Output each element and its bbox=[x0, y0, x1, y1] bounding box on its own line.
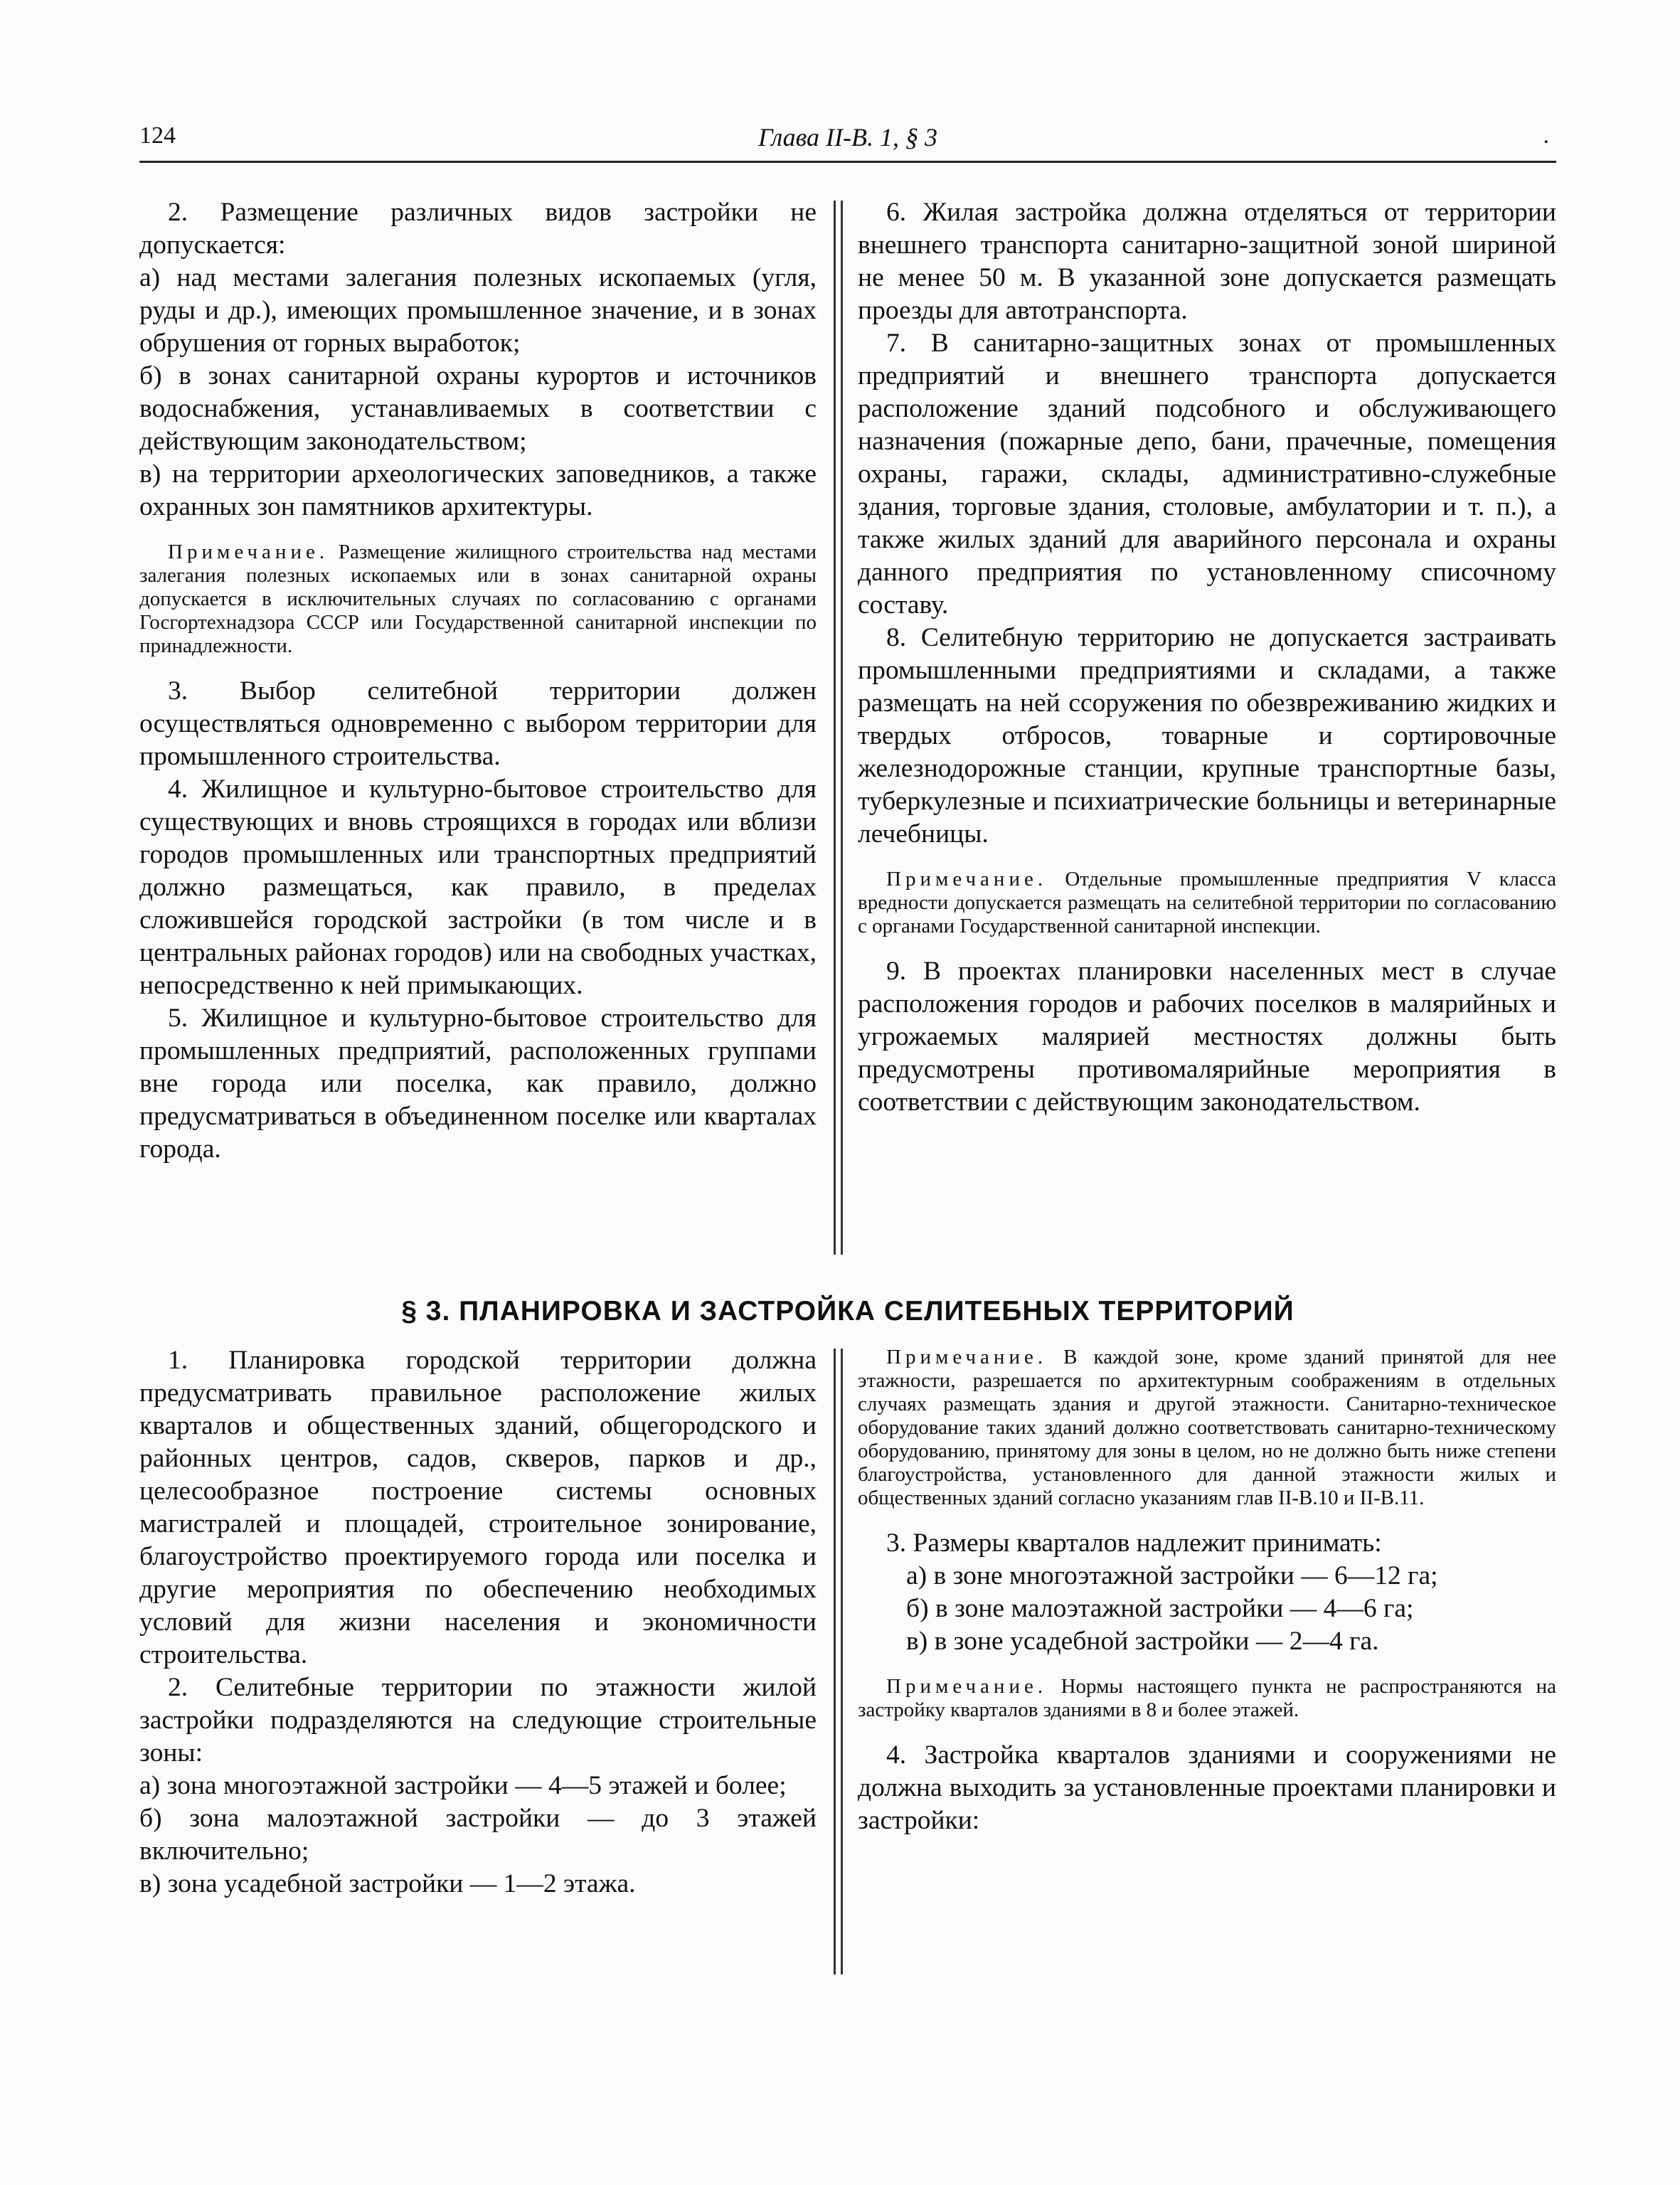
section-paragraph-2-intro: 2. Селитебные территории по этажности жилой застройки подразделяются на следующие строительные зоны: bbox=[139, 1673, 817, 1767]
paragraph-3: 3. Выбор селитебной территории должен осуществляться одновременно с выбором территории для промышленного строительства. bbox=[139, 676, 817, 771]
note-label: Примечание. bbox=[886, 868, 1048, 891]
upper-left-column bbox=[139, 196, 817, 1166]
column-divider bbox=[834, 201, 836, 1255]
note-label: Примечание. bbox=[886, 1675, 1048, 1698]
section-paragraph-4: 4. Застройка кварталов зданиями и сооружениями не должна выходить за установленные проектами планировки и застройки: bbox=[858, 1740, 1556, 1835]
paragraph-5: 5. Жилищное и культурно-бытовое строительство для промышленных предприятий, расположенных группами вне города или поселка, как правило, должно предусматриваться в объединенном поселке или кварталах города. bbox=[139, 1004, 817, 1164]
note-2 bbox=[858, 868, 1556, 938]
running-head: Глава II-В. 1, § 3 bbox=[757, 123, 938, 151]
section-paragraph-1: 1. Планировка городской территории должна предусматривать правильное расположение жилых кварталов и общественных зданий, общегородского и районных центров, садов, скверов, парков и др., целесообразное построение системы основных магистралей и площадей, строительное зонирование, благоустройство проектируемого города или поселка и другие мероприятия по обеспечению необходимых условий для жизни населения и экономичности строительства. bbox=[139, 1346, 817, 1669]
paragraph-2-intro: 2. Размещение различных видов застройки не допускается: bbox=[139, 198, 817, 260]
section-paragraph-2-item-c: в) зона усадебной застройки — 1—2 этажа. bbox=[139, 1869, 636, 1898]
page-header bbox=[139, 122, 1556, 156]
upper-right-column bbox=[858, 196, 1556, 1119]
section-title: § 3. ПЛАНИРОВКА И ЗАСТРОЙКА СЕЛИТЕБНЫХ ТЕРРИТОРИЙ bbox=[401, 1296, 1294, 1327]
section-paragraph-2-item-b: б) зона малоэтажной застройки — до 3 этажей включительно; bbox=[139, 1804, 817, 1866]
paragraph-2-item-a: а) над местами залегания полезных ископаемых (угля, руды и др.), имеющих промышленное значение, и в зонах обрушения от горных выработок; bbox=[139, 263, 817, 358]
paragraph-8: 8. Селитебную территорию не допускается застраивать промышленными предприятиями и складами, а также размещать на ней ссоружения по обезвреживанию жидких и твердых отбросов, товарные и сортировочные железнодорожные станции, крупные транспортные базы, туберкулезные и психиатрические больницы и ветеринарные лечебницы. bbox=[858, 623, 1556, 849]
paragraph-7: 7. В санитарно-защитных зонах от промышленных предприятий и внешнего транспорта допускается расположение зданий подсобного и обслуживающего назначения (пожарные депо, бани, прачечные, помещения охраны, гаражи, склады, административно-служебные здания, торговые здания, столовые, амбулатории и т. п.), а также жилых зданий для аварийного персонала и охраны данного предприятия по установленному списочному составу. bbox=[858, 329, 1556, 620]
note-text: В каждой зоне, кроме зданий принятой для нее этажности, разрешается по архитектурным соображениям в отдельных случаях размещать здания и другой этажности. Санитарно-техническое оборудование таких зданий должно соответствовать санитарно-техническому оборудованию, принятому для зоны в целом, но не должно быть ниже степени благоустройства, установленного для данной этажности жилых и общественных зданий согласно указаниям глав II-В.10 и II-В.11. bbox=[858, 1346, 1557, 1509]
page-number: 124 bbox=[139, 122, 176, 149]
section-paragraph-3-item-b: б) в зоне малоэтажной застройки — 4—6 га; bbox=[906, 1594, 1414, 1623]
note-text: Нормы настоящего пункта не распространяются на застройку кварталов зданиями в 8 и более этажей. bbox=[858, 1675, 1556, 1721]
section-paragraph-3-intro: 3. Размеры кварталов надлежит принимать: bbox=[886, 1529, 1382, 1558]
note-text: Отдельные промышленные предприятия V класса вредности допускается размещать на селитебной территории по согласованию с органами Государственной санитарной инспекции. bbox=[858, 868, 1556, 937]
lower-left-column bbox=[139, 1344, 817, 1900]
paragraph-6: 6. Жилая застройка должна отделяться от территории внешнего транспорта санитарно-защитной зоной шириной не менее 50 м. В указанной зоне допускается размещать проезды для автотранспорта. bbox=[858, 198, 1556, 325]
note-1 bbox=[139, 541, 817, 658]
note-label: Примечание. bbox=[886, 1346, 1048, 1368]
paragraph-2-item-c: в) на территории археологических заповедников, а также охранных зон памятников архитектуры. bbox=[139, 459, 817, 521]
section-paragraph-3-item-a: а) в зоне многоэтажной застройки — 6—12 га; bbox=[906, 1561, 1438, 1590]
paragraph-9: 9. В проектах планировки населенных мест в случае расположения городов и рабочих поселков в малярийных и угрожаемых малярией местностях должны быть предусмотрены противомалярийные мероприятия в соответствии с действующим законодательством. bbox=[858, 957, 1556, 1117]
column-divider bbox=[841, 1349, 843, 1974]
header-rule bbox=[139, 161, 1556, 163]
column-divider bbox=[841, 201, 843, 1255]
lower-right-column bbox=[858, 1346, 1556, 1837]
note-label: Примечание. bbox=[168, 541, 329, 563]
paragraph-4: 4. Жилищное и культурно-бытовое строительство для существующих и вновь строящихся в городах или вблизи городов промышленных или транспортных предприятий должно размещаться, как правило, в пределах сложившейся городской застройки (в том числе и в центральных районах городов) или на свободных участках, непосредственно к ней примыкающих. bbox=[139, 775, 817, 1000]
note-4 bbox=[858, 1675, 1556, 1722]
section-paragraph-3-item-c: в) в зоне усадебной застройки — 2—4 га. bbox=[906, 1627, 1379, 1656]
section-paragraph-2-item-a: а) зона многоэтажной застройки — 4—5 этажей и более; bbox=[139, 1771, 787, 1800]
note-3 bbox=[858, 1346, 1556, 1510]
note-text: Размещение жилищного строительства над местами залегания полезных ископаемых или в зонах санитарной охраны допускается в исключительных случаях по согласованию с органами Госгортехнадзора СССР или Государственной санитарной инспекции по принадлежности. bbox=[139, 541, 817, 657]
header-dot: . bbox=[1543, 122, 1549, 149]
paragraph-2-item-b: б) в зонах санитарной охраны курортов и источников водоснабжения, устанавливаемых в соответствии с действующим законодательством; bbox=[139, 361, 817, 456]
column-divider bbox=[834, 1349, 836, 1974]
